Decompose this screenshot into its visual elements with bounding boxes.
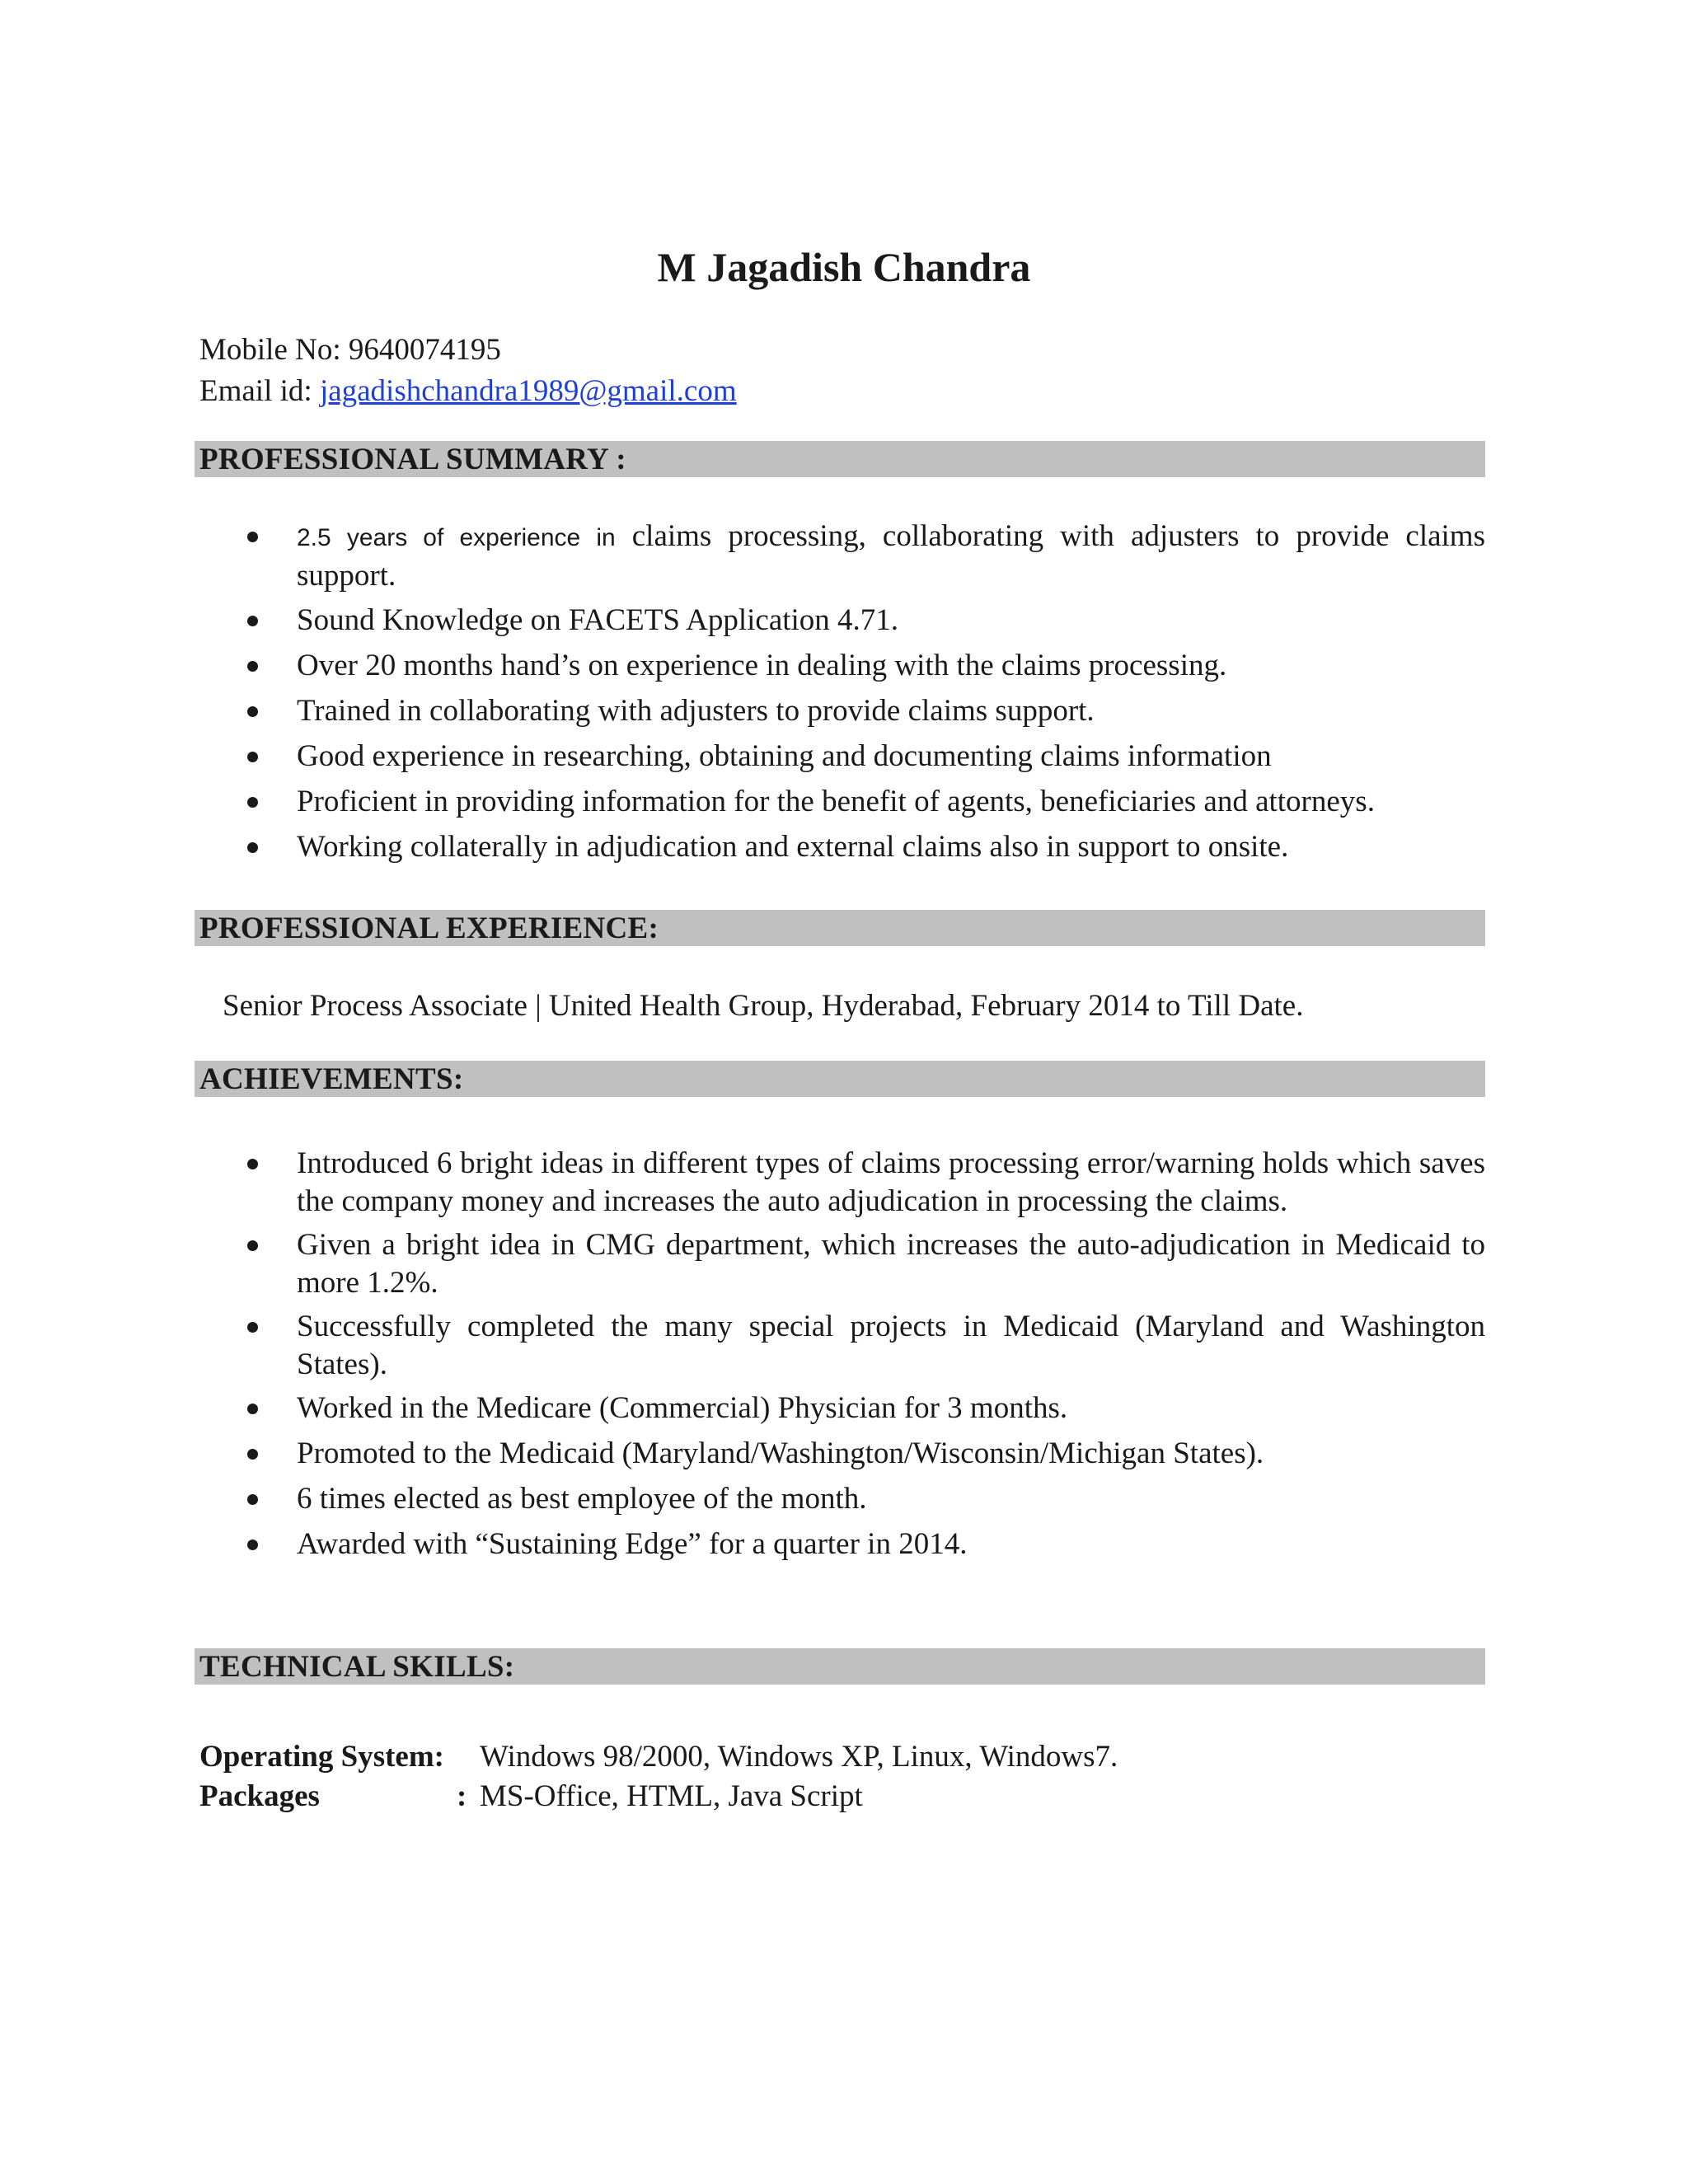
summary-item-prefix: 2.5 years of experience in — [297, 524, 616, 551]
list-item — [247, 1308, 1485, 1384]
list-item — [247, 1390, 1485, 1427]
skill-label-packages: Packages — [199, 1779, 320, 1813]
bullet-icon — [247, 1159, 258, 1169]
skills-block — [199, 1737, 1118, 1816]
list-item — [247, 1480, 1485, 1518]
bullet-icon — [247, 1322, 258, 1333]
bullet-icon — [247, 1240, 258, 1251]
skill-label-os: Operating System: — [199, 1740, 444, 1774]
list-item — [247, 602, 1485, 640]
summary-item-text: claims processing, collaborating with adjusters to provide claims support. — [297, 519, 1485, 593]
mobile-number: 9640074195 — [348, 333, 501, 367]
bullet-icon — [247, 1404, 258, 1414]
achievement-text: Given a bright idea in CMG department, which increases the auto-adjudication in Medicaid to more 1.2%. — [297, 1228, 1485, 1300]
email-link[interactable]: jagadishchandra1989@gmail.com — [319, 374, 737, 408]
list-item — [247, 828, 1485, 866]
bullet-icon — [247, 752, 258, 762]
list-item — [247, 647, 1485, 685]
list-item — [247, 1145, 1485, 1221]
section-header-skills: TECHNICAL SKILLS: — [195, 1648, 1485, 1685]
email-label: Email id: — [199, 374, 320, 408]
email-row — [199, 371, 737, 412]
achievement-text: 6 times elected as best employee of the month. — [297, 1482, 867, 1516]
achievement-text: Successfully completed the many special projects in Medicaid (Maryland and Washington States). — [297, 1310, 1485, 1381]
list-item — [247, 1526, 1485, 1563]
achievement-text: Worked in the Medicare (Commercial) Physician for 3 months. — [297, 1391, 1068, 1425]
bullet-icon — [247, 1540, 258, 1550]
summary-item-text: Good experience in researching, obtaining and documenting claims information — [297, 739, 1272, 773]
section-header-achievements: ACHIEVEMENTS: — [195, 1061, 1485, 1097]
skill-colon: : — [457, 1779, 467, 1813]
summary-item-text: Proficient in providing information for the benefit of agents, beneficiaries and attorneys. — [297, 785, 1375, 818]
summary-list — [247, 518, 1485, 866]
summary-item-text: Working collaterally in adjudication and external claims also in support to onsite. — [297, 830, 1289, 864]
skill-row-packages — [199, 1777, 1118, 1816]
list-item — [247, 1226, 1485, 1302]
contact-block — [199, 330, 737, 412]
list-item — [247, 1435, 1485, 1473]
bullet-icon — [247, 616, 258, 626]
list-item — [247, 692, 1485, 730]
experience-entry: Senior Process Associate | United Health Group, Hyderabad, February 2014 to Till Date. — [223, 989, 1304, 1023]
bullet-icon — [247, 1494, 258, 1505]
skill-value-packages: MS-Office, HTML, Java Script — [480, 1779, 863, 1813]
bullet-icon — [247, 1449, 258, 1460]
bullet-icon — [247, 842, 258, 853]
skill-value-os: Windows 98/2000, Windows XP, Linux, Windows7. — [480, 1740, 1118, 1774]
bullet-icon — [247, 797, 258, 808]
list-item — [247, 518, 1485, 595]
section-header-summary: PROFESSIONAL SUMMARY : — [195, 441, 1485, 477]
summary-item-text: Over 20 months hand’s on experience in dealing with the claims processing. — [297, 649, 1227, 682]
section-header-experience: PROFESSIONAL EXPERIENCE: — [195, 910, 1485, 946]
achievement-text: Awarded with “Sustaining Edge” for a quarter in 2014. — [297, 1527, 968, 1561]
summary-item-text: Trained in collaborating with adjusters to provide claims support. — [297, 694, 1095, 728]
mobile-label: Mobile No: — [199, 333, 349, 367]
achievement-text: Promoted to the Medicaid (Maryland/Washington/Wisconsin/Michigan States). — [297, 1436, 1264, 1470]
summary-item-text: Sound Knowledge on FACETS Application 4.71. — [297, 603, 899, 637]
achievements-list — [247, 1145, 1485, 1563]
skill-row-os — [199, 1737, 1118, 1777]
bullet-icon — [247, 706, 258, 717]
list-item — [247, 783, 1485, 821]
candidate-name: M Jagadish Chandra — [657, 244, 1031, 290]
mobile-row — [199, 330, 737, 371]
list-item — [247, 738, 1485, 776]
bullet-icon — [247, 532, 258, 542]
achievement-text: Introduced 6 bright ideas in different types of claims processing error/warning holds which saves the company money and increases the auto adjudication in processing the claims. — [297, 1146, 1485, 1218]
bullet-icon — [247, 661, 258, 672]
